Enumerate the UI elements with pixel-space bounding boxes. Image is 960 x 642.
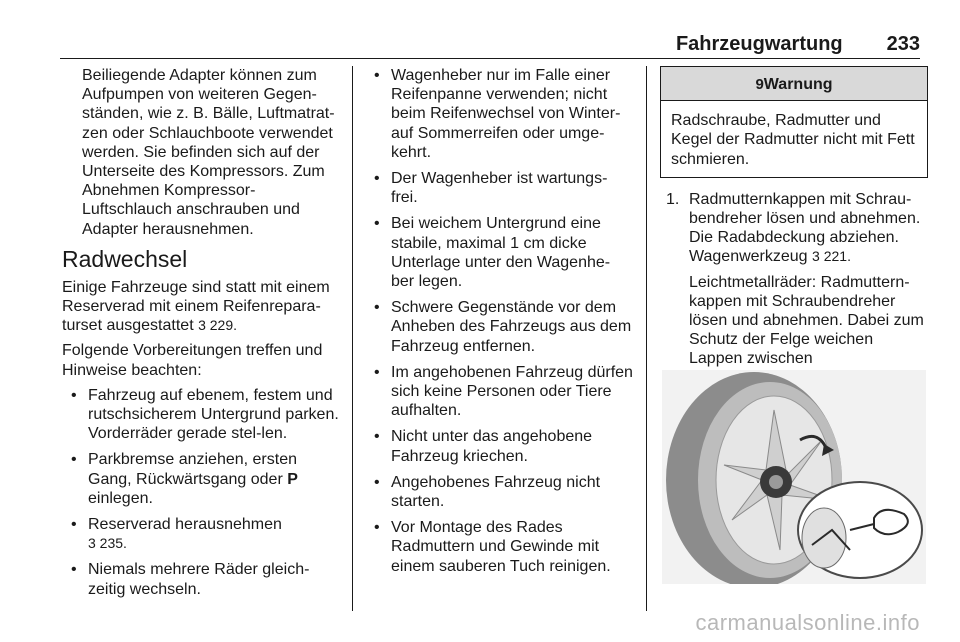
page-reference: 3 235. xyxy=(88,535,127,552)
page-number: 233 xyxy=(886,32,920,55)
column-middle xyxy=(365,66,633,583)
warning-title: 9Warnung xyxy=(661,67,927,101)
step-number: 1. xyxy=(666,190,680,208)
page-reference: 3 221. xyxy=(812,248,851,265)
warning-box xyxy=(660,66,928,178)
step-item: 1. Radmutternkappen mit Schrau-bendreher lösen und abnehmen. Die Radabdeckung abziehen. Wagenwerkzeug 3 221. Leichtmetallräder: Radmuttern-kappen mit Schraubendreher lösen und abnehmen. Dabei zum Schutz der Felge weichen Lappen zwischen xyxy=(660,190,928,407)
list-item: • Nicht unter das angehobene Fahrzeug kriechen. xyxy=(365,427,633,465)
wheel-illustration xyxy=(662,370,926,584)
page-header xyxy=(60,26,920,59)
bullet-list xyxy=(365,66,633,576)
paragraph: Folgende Vorbereitungen treffen und Hinweise beachten: xyxy=(62,342,323,379)
list-item: • Angehobenes Fahrzeug nicht starten. xyxy=(365,473,633,511)
list-item: • Vor Montage des Rades Radmuttern und Gewinde mit einem sauberen Tuch reinigen. xyxy=(365,518,633,576)
list-item: • Niemals mehrere Räder gleich-zeitig wechseln. xyxy=(62,560,342,598)
list-item: • Bei weichem Untergrund eine stabile, maximal 1 cm dicke Unterlage unter den Wagenhe-ber legen. xyxy=(365,214,633,291)
column-divider xyxy=(352,66,353,611)
warning-text: Radschraube, Radmutter und Kegel der Radmutter nicht mit Fett schmieren. xyxy=(671,112,915,168)
intro-paragraph: Beiliegende Adapter können zum Aufpumpen von weiteren Gegen-ständen, wie z. B. Bälle, Luftmatrat-zen oder Schlauchboote verwendet werden. Sie befinden sich auf der Unterseite des Kompressors. Zum Abnehmen Kompressor-Luftschlauch anschrauben und Adapter herausnehmen. xyxy=(82,67,335,238)
wheel-drawing xyxy=(662,370,926,584)
warning-icon: 9 xyxy=(755,76,764,93)
list-item: • Im angehobenen Fahrzeug dürfen sich keine Personen oder Tiere aufhalten. xyxy=(365,363,633,421)
column-left xyxy=(62,66,342,606)
list-item: • Parkbremse anziehen, ersten Gang, Rückwärtsgang oder P einlegen. xyxy=(62,450,342,508)
section-title: Fahrzeugwartung xyxy=(675,32,843,55)
paragraph: Einige Fahrzeuge sind statt mit einem Reserverad mit einem Reifenrepara-turset ausgestattet 3 229. xyxy=(62,278,330,335)
list-item: • Wagenheber nur im Falle einer Reifenpanne verwenden; nicht beim Reifenwechsel von Winter- auf Sommerreifen oder umge-kehrt. xyxy=(365,66,633,162)
step-paragraph: Leichtmetallräder: Radmuttern-kappen mit Schraubendreher lösen und abnehmen. Dabei zum Schutz der Felge weichen Lappen zwischen xyxy=(689,273,924,368)
list-item: • Reserverad herausnehmen 3 235. xyxy=(62,515,342,553)
watermark: carmanualsonline.info xyxy=(695,609,920,635)
page-reference: 3 229. xyxy=(198,317,238,334)
list-item: • Fahrzeug auf ebenem, festem und rutschsicherem Untergrund parken. Vorderräder gerade stel-len. xyxy=(62,386,342,444)
column-divider xyxy=(646,66,647,611)
list-item: • Der Wagenheber ist wartungs-frei. xyxy=(365,169,633,207)
list-item: • Schwere Gegenstände vor dem Anheben des Fahrzeugs aus dem Fahrzeug entfernen. xyxy=(365,298,633,356)
section-heading: Radwechsel xyxy=(62,245,188,272)
column-right xyxy=(660,66,928,413)
bullet-list xyxy=(62,386,342,599)
